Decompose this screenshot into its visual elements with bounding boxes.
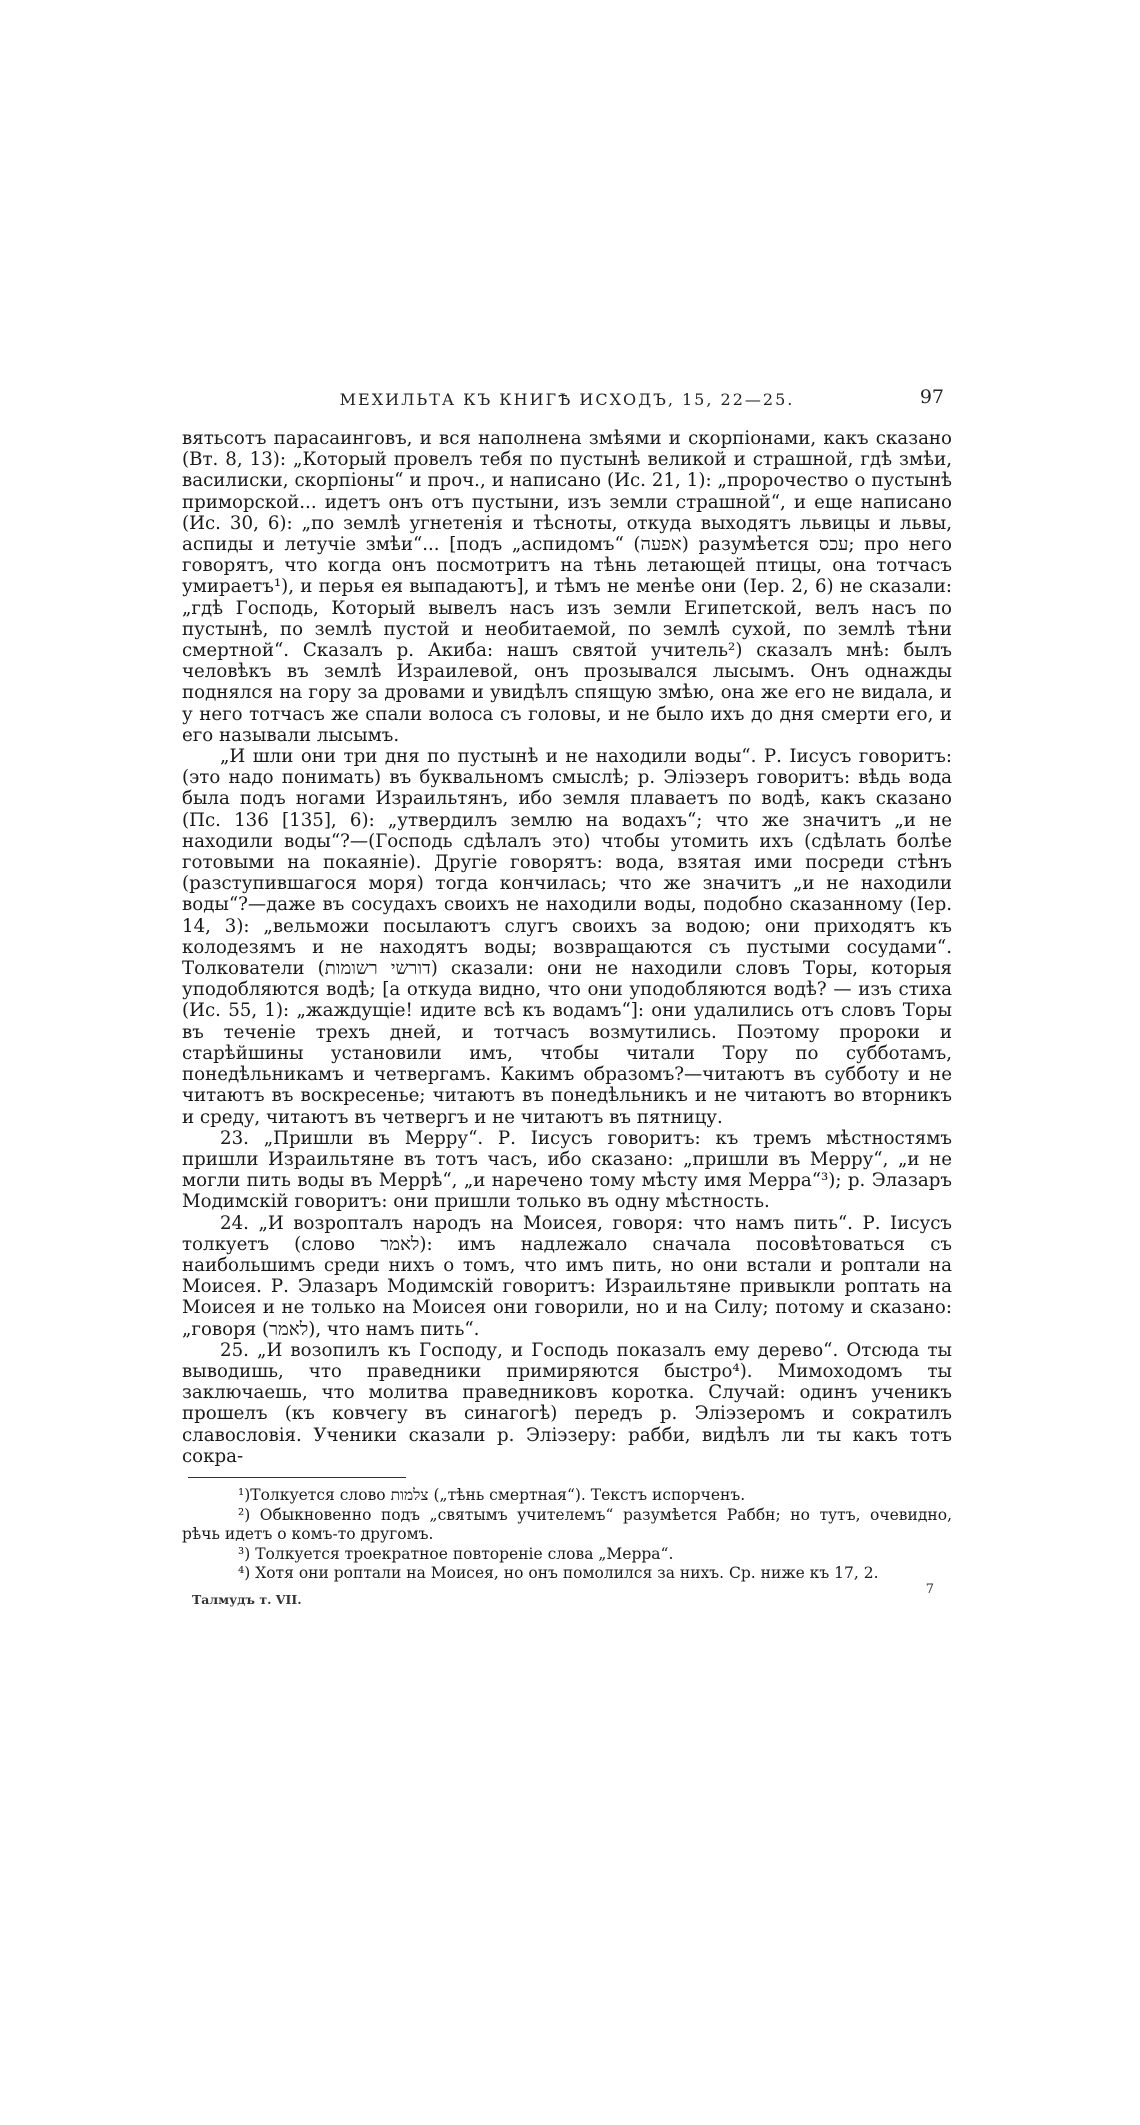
sheet-number: 7: [925, 1581, 934, 1597]
footnote-3: ³) Толкуется троекратное повтореніе слова „Мерра“.: [238, 1544, 674, 1563]
printer-signature: Талмудъ т. VII.: [192, 1591, 302, 1607]
running-head: [182, 386, 952, 416]
page-number: 97: [919, 386, 944, 408]
paragraph-verse-24: 24. „И возропталъ народъ на Моисея, говоря: что намъ пить“. Р. Іисусъ толкуетъ (слово לאמר): имъ надлежало сначала посовѣтоваться съ наибольшимъ среди нихъ о томъ, что имъ пить, но они встали и роптали на Моисея. Р. Элазаръ Модимскій говоритъ: Израильтяне привыкли роптать на Моисея и не только на Моисея они говорили, но и на Силу; потому и сказано: „говоря (לאמר), что намъ пить“.: [182, 1212, 952, 1340]
page: [182, 386, 952, 1612]
footnote-1: ¹)Толкуется слово צלמות („тѣнь смертная“). Текстъ испорченъ.: [238, 1485, 746, 1504]
footnote-4: ⁴) Хотя они роптали на Моисея, но онъ помолился за нихъ. Ср. ниже къ 17, 2.: [238, 1564, 879, 1583]
footnotes: [182, 1486, 952, 1584]
paragraph-continuation: вятьсотъ парасаинговъ, и вся наполнена змѣями и скорпіонами, какъ сказано (Вт. 8, 13): „Который провелъ тебя по пустынѣ великой и страшной, гдѣ змѣи, василиски, скорпіоны“ и проч., и написано (Ис. 21, 1): „пророчество о пустынѣ приморской... идетъ онъ отъ пустыни, изъ земли страшной“, и еще написано (Ис. 30, 6): „по землѣ угнетенія и тѣсноты, откуда выходятъ львицы и львы, аспиды и летучіе змѣи“... [подъ „аспидомъ“ (אפעה) разумѣется עכס; про него говорятъ, что когда онъ посмотритъ на тѣнь летающей птицы, она тотчасъ умираетъ¹), и перья ея выпадаютъ], и тѣмъ не менѣе они (Іер. 2, 6) не сказали: „гдѣ Господь, Который вывелъ насъ изъ земли Египетской, велъ насъ по пустынѣ, по землѣ пустой и необитаемой, по землѣ сухой, по землѣ тѣни смертной“. Сказалъ р. Акиба: нашъ святой учитель²) сказалъ мнѣ: былъ человѣкъ въ землѣ Израилевой, онъ прозывался лысымъ. Онъ однажды поднялся на гору за дровами и увидѣлъ спящую змѣю, она же его не видала, и у него тотчасъ же спали волоса съ головы, и не было ихъ до дня смерти его, и его называли лысымъ.: [182, 428, 952, 746]
body-text: [182, 428, 952, 1467]
paragraph-verse-25: 25. „И возопилъ къ Господу, и Господь показалъ ему дерево“. Отсюда ты выводишь, что праведники примиряются быстро⁴). Мимоходомъ ты заключаешь, что молитва праведниковъ коротка. Случай: одинъ ученикъ прошелъ (къ ковчегу въ синагогѣ) передъ р. Эліэзеромъ и сократилъ славословія. Ученики сказали р. Эліэзеру: рабби, видѣлъ ли ты какъ тотъ сокра-: [182, 1339, 952, 1467]
footnote-divider: [188, 1477, 406, 1478]
running-title: МЕХИЛЬТА КЪ КНИГѢ ИСХОДЪ, 15, 22—25.: [339, 390, 795, 409]
paragraph-verse-22: „И шли они три дня по пустынѣ и не находили воды“. Р. Іисусъ говоритъ: (это надо понимать) въ буквальномъ смыслѣ; р. Эліэзеръ говоритъ: вѣдь вода была подъ ногами Израильтянъ, ибо земля плаваетъ по водѣ, какъ сказано (Пс. 136 [135], 6): „утвердилъ землю на водахъ“; что же значитъ „и не находили воды“?—(Господь сдѣлалъ это) чтобы утомить ихъ (сдѣлать болѣе готовыми на покаяніе). Другіе говорятъ: вода, взятая ими посреди стѣнъ (разступившагося моря) тогда кончилась; что же значитъ „и не находили воды“?—даже въ сосудахъ своихъ не находили воды, подобно сказанному (Іер. 14, 3): „вельможи посылаютъ слугъ своихъ за водою; они приходятъ къ колодезямъ и не находятъ воды; возвращаются съ пустыми сосудами“. Толкователи (דורשי רשומות) сказали: они не находили словъ Торы, которыя уподобляются водѣ; [а откуда видно, что они уподобляются водѣ? — изъ стиха (Ис. 55, 1): „жаждущіе! идите всѣ къ водамъ“]: они удалились отъ словъ Торы въ теченіе трехъ дней, и тотчасъ возмутились. Поэтому пророки и старѣйшины установили имъ, чтобы читали Тору по субботамъ, понедѣльникамъ и четвергамъ. Какимъ образомъ?—читаютъ въ субботу и не читаютъ въ воскресенье; читаютъ въ понедѣльникъ и не читаютъ во вторникъ и среду, читаютъ въ четвергъ и не читаютъ въ пятницу.: [182, 746, 952, 1128]
paragraph-verse-23: 23. „Пришли въ Мерру“. Р. Іисусъ говоритъ: къ тремъ мѣстностямъ пришли Израильтяне въ тотъ часъ, ибо сказано: „пришли въ Мерру“, „и не могли пить воды въ Меррѣ“, „и наречено тому мѣсту имя Мерра“³); р. Элазаръ Модимскій говоритъ: они пришли только въ одну мѣстность.: [182, 1127, 952, 1213]
footnote-2: ²) Обыкновенно подъ „святымъ учителемъ“ разумѣется Раббн; но тутъ, очевидно, рѣчь идетъ о комъ-то другомъ.: [182, 1505, 952, 1544]
signature-row: [182, 1581, 952, 1612]
